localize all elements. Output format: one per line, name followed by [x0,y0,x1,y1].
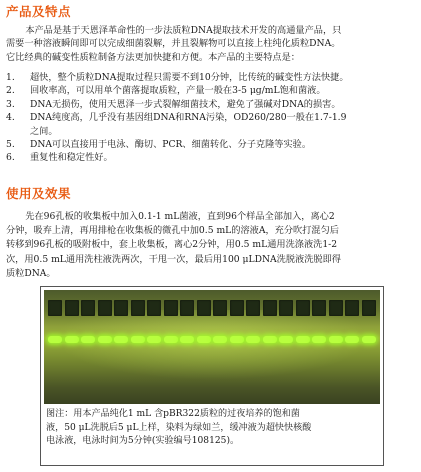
gel-band [81,336,95,343]
gel-well [296,300,310,316]
gel-well [81,300,95,316]
feature-text: 重复性和稳定性好。 [30,152,113,164]
gel-well [230,300,244,316]
figure-caption: 图注：用本产品纯化1 mL 含pBR322质粒的过夜培养的饱和菌 液，50 μL洗脱后5 μL上样，染料为绿如兰，缓冲液为超快快核酸 电泳液，电泳时间为5分钟(实验编号108125)。 [46,409,312,447]
intro-text: 本产品是基于天恩泽革命性的一步法质粒DNA提取技术开发的高通量产品，只 需要一种溶液瞬间即可以完成细菌裂解，并且裂解物可以直接上柱纯化质粒DNA。 它比经典的碱变性质粒制备方法更加快捷和方便。本产品的主要特点是： [6,25,342,63]
gel-well [312,300,326,316]
feature-text: 回收率高，可以用单个菌落提取质粒，产量一般在3-5 μg/mL饱和菌液。 [30,85,326,97]
gel-wells [48,300,376,318]
gel-well [147,300,161,316]
gel-well [213,300,227,316]
feature-item [6,98,416,111]
gel-lanes [48,336,376,356]
figure-box [40,286,384,466]
feature-list [6,71,416,165]
gel-well [65,300,79,316]
gel-band [197,336,211,343]
feature-text: 超快，整个质粒DNA提取过程只需要不到10分钟，比传统的碱变性方法快捷。 [30,72,349,83]
gel-band [65,336,79,343]
gel-well [197,300,211,316]
gel-band [213,336,227,343]
feature-item [6,84,416,97]
gel-well [180,300,194,316]
gel-band [98,336,112,343]
feature-item [6,111,416,138]
gel-band [180,336,194,343]
feature-number: 5. [6,139,15,151]
gel-well [164,300,178,316]
feature-number: 3. [6,98,15,110]
gel-band [164,336,178,343]
feature-number: 2. [6,85,15,97]
gel-well [98,300,112,316]
feature-text: DNA可以直接用于电泳、酶切、PCR、细菌转化、分子克隆等实验。 [30,139,312,151]
gel-band [147,336,161,343]
gel-band [345,336,359,343]
gel-well [362,300,376,316]
feature-item [6,71,416,84]
feature-item [6,151,416,164]
gel-image [44,290,380,404]
gel-band [362,336,376,343]
usage-paragraph: 先在96孔板的收集板中加入0.1-1 mL菌液，直到96个样品全部加入，离心2 分钟，吸弃上清，再用排枪在收集板的微孔中加0.5 mL的溶液A，充分吹打混匀后 转移到96孔板的吸附板中，套上收集板，离心2分钟，用0.5 mL通用洗涤液洗1-2 次，用0.5 mL通用洗柱液洗两次，干甩一次，最后用100 μLDNA洗脱液洗脱即得 质粒DNA。 [6,211,341,279]
gel-well [279,300,293,316]
feature-text: DNA纯度高，几乎没有基因组DNA和RNA污染，OD260/280一般在1.7-1.9 之间。 [30,112,347,137]
gel-band [263,336,277,343]
gel-well [246,300,260,316]
gel-well [48,300,62,316]
feature-number: 6. [6,152,15,164]
gel-band [230,336,244,343]
gel-well [114,300,128,316]
gel-band [246,336,260,343]
feature-item [6,138,416,151]
section-title-usage: 使用及效果 [6,186,72,201]
gel-band [279,336,293,343]
gel-band [131,336,145,343]
gel-band [329,336,343,343]
gel-band [114,336,128,343]
gel-well [131,300,145,316]
gel-band [296,336,310,343]
gel-well [329,300,343,316]
feature-number: 1. [6,72,15,83]
gel-band [312,336,326,343]
feature-text: DNA无损伤，使用天恩泽一步式裂解细菌技术，避免了强碱对DNA的损害。 [30,98,341,110]
intro-paragraph [6,24,416,64]
gel-well [345,300,359,316]
gel-band [48,336,62,343]
feature-number: 4. [6,112,15,124]
section-title-features: 产品及特点 [6,4,72,19]
gel-well [263,300,277,316]
